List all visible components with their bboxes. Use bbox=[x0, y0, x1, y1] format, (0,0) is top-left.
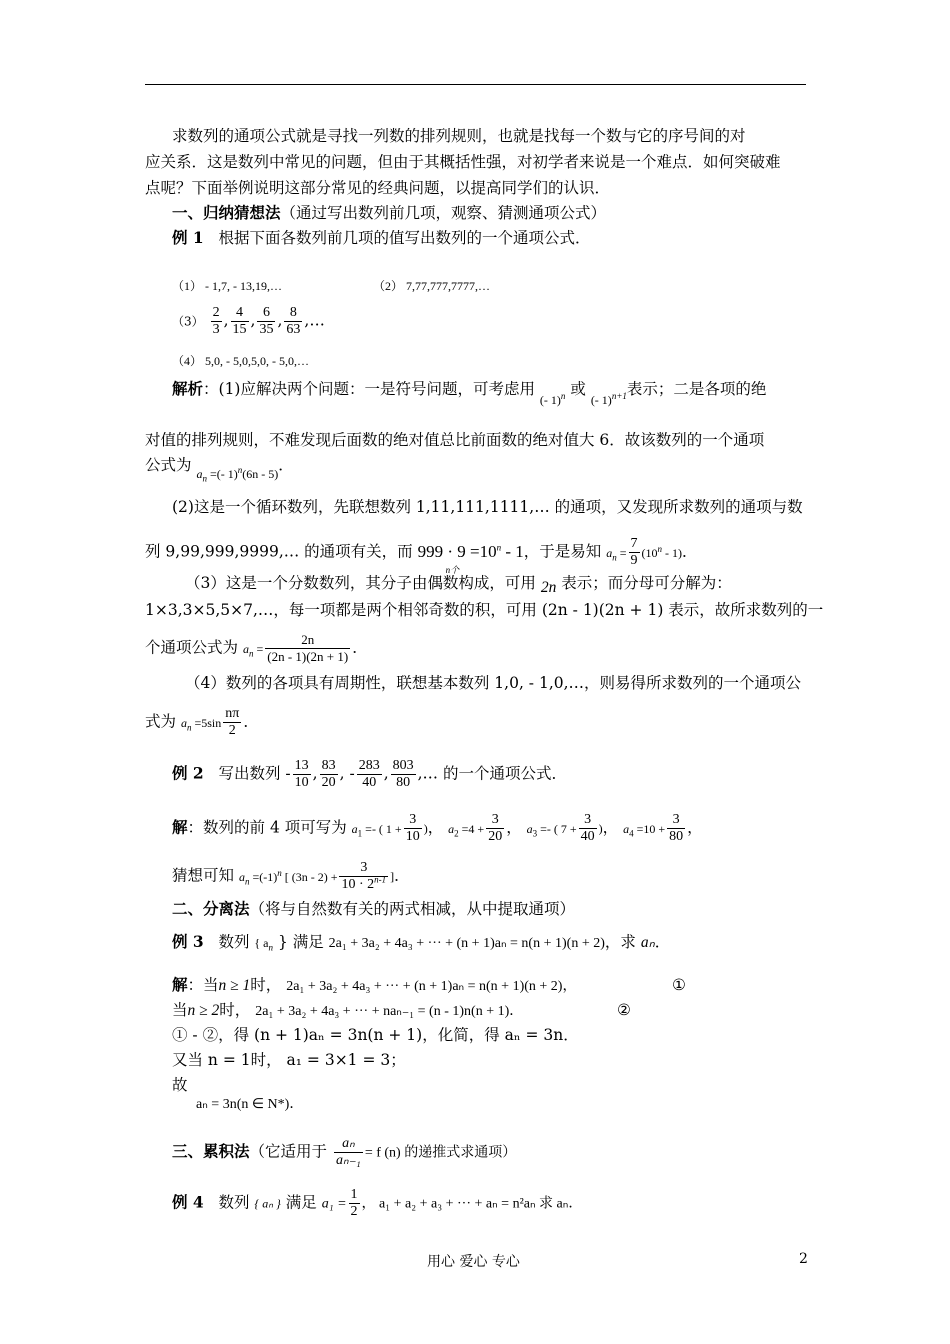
example-2-statement: 例 2 写出数列 - $\frac{13}{10}$ , $\frac{83}{20}$ , - $\frac{283}{40}$ , $\frac{803}{80}$ ,… 的一个通项公式． bbox=[172, 758, 567, 790]
example-1-text: 根据下面各数列前几项的值写出数列的一个通项公式． bbox=[218, 229, 591, 247]
s6-formula: aₙ = 3n(n ∈ N*)． bbox=[196, 1097, 304, 1112]
example-2-solution: 解：数列的前 4 项可写为 $a_1$ =- ( 1 + $\frac{3}{10}$ )， $a_2 =4$ + $\frac{3}{20}$ ， $a_3$ =- ( 7 + $\frac{3}{40}$ )， $a_4 =10$ + $\frac{3}{80}$ ， bbox=[172, 812, 703, 844]
n-count-label: n个 bbox=[445, 564, 460, 575]
example-3-solution-line-6 bbox=[196, 1093, 303, 1115]
frac-a3: $\frac{3}{40}$ bbox=[580, 812, 595, 844]
solution-2-line-2: 列 9,99,999,9999,… 的通项有关，而 $999 \cdot 9 =10^n - 1$ n个 ，于是易知 $a_n$ = $\frac{7}{9}$ (10$^n$ - 1)． bbox=[145, 536, 698, 569]
ex2-fraction: $\frac{83}{20}$ bbox=[321, 758, 336, 790]
solution-3-text-b: 表示；而分母可分解为： bbox=[561, 574, 732, 592]
s2-condition: n ≥ 2 bbox=[187, 1002, 220, 1019]
solution-4-text: 式为 bbox=[145, 712, 177, 731]
s2-text-c: 时， bbox=[219, 1001, 251, 1019]
q3-label: （3） bbox=[172, 314, 204, 329]
term-a4: $a_4 =10$ + bbox=[623, 821, 666, 838]
example-2-solution-text: ：数列的前 4 项可写为 bbox=[187, 818, 347, 837]
solution-3-text-c: 个通项公式为 bbox=[145, 638, 239, 657]
fraction-npi-2: $\frac{n\pi}{2}$ bbox=[225, 706, 240, 738]
example-3-solution-label: 解 bbox=[172, 975, 188, 994]
solution-1-text-b: 表示；二是各项的绝 bbox=[626, 380, 767, 398]
example-2-guess: 猜想可知 $a_n =(-1)^n$ [ (3n - 2) + $\frac{3}{10 \cdot 2^{n-1}}$ ]． bbox=[172, 860, 410, 892]
solution-3-line-2: 1×3,3×5,5×7,…，每一项都是两个相邻奇数的积，可用 (2n - 1)(2n + 1) 表示，故所求数列的一 bbox=[145, 601, 824, 619]
example-3-text-c: ，求 bbox=[604, 933, 636, 951]
example-4-text-b: 满足 bbox=[285, 1193, 317, 1212]
example-3-solution-line-2 bbox=[172, 1000, 523, 1022]
solution-2-line-1: (2)这是一个循环数列，先联想数列 1,11,111,1111,… 的通项，又发现所求数列的通项与数 bbox=[172, 498, 803, 516]
guess-formula: $a_n =(-1)^n$ [ (3n - 2) + bbox=[238, 867, 338, 886]
solution-2-text-b: ，于是易知 bbox=[523, 542, 602, 561]
s2-text-a: 当 bbox=[172, 1001, 188, 1019]
section-3-heading bbox=[172, 1136, 516, 1169]
solution-2-text-a: 列 9,99,999,9999,… 的通项有关，而 bbox=[145, 542, 413, 561]
solution-3-line-3: 个通项公式为 $a_n$ = $\frac{2n}{(2n - 1)(2n + 1)}$ ． bbox=[145, 632, 368, 664]
section-2-note: （将与自然数有关的两式相减，从中提取通项） bbox=[249, 900, 576, 918]
example-1-q3: （3） $\frac{2}{3}$ , $\frac{4}{15}$ , $\frac{6}{35}$ , $\frac{8}{63}$ ,… bbox=[172, 305, 325, 337]
term-a3: $a_3$ =- ( 7 + bbox=[526, 821, 577, 838]
page-number: 2 bbox=[799, 1251, 808, 1267]
example-2-solution-label: 解 bbox=[172, 817, 188, 837]
example-3-solution-line-5: 故 bbox=[172, 1076, 188, 1094]
section-1-note: （通过写出数列前几项，观察、猜测通项公式） bbox=[280, 204, 607, 222]
intro-line-2: 应关系．这是数列中常见的问题，但由于其概括性强，对初学者来说是一个难点．如何突破难 bbox=[145, 153, 781, 171]
or-text: 或 bbox=[570, 380, 586, 398]
header-rule bbox=[145, 84, 806, 85]
example-3-label: 例 3 bbox=[172, 932, 204, 951]
marker-1: ① bbox=[672, 976, 686, 994]
q3-fraction: $\frac{4}{15}$ bbox=[232, 305, 247, 337]
sequence-an: { $a_n$ bbox=[254, 936, 274, 953]
q3-fraction: $\frac{6}{35}$ bbox=[259, 305, 274, 337]
section-3-note-a: （它适用于 bbox=[249, 1142, 328, 1161]
ex2-fraction: $\frac{13}{10}$ bbox=[294, 758, 309, 790]
section-3-fraction: $\frac{\text{aₙ}}{\text{aₙ₋₁}}$ bbox=[335, 1136, 361, 1168]
s1-condition: n ≥ 1 bbox=[218, 977, 251, 994]
example-1-label: 例 1 bbox=[172, 228, 204, 247]
power-1: (- 1)n bbox=[539, 391, 566, 407]
term-a1: $a_1$ =- ( 1 + bbox=[351, 821, 402, 838]
example-4-label: 例 4 bbox=[172, 1192, 204, 1212]
frac-a4: $\frac{3}{80}$ bbox=[669, 812, 684, 844]
example-4-equation: ， a₁ + a₂ + a₃ + ··· + aₙ = n²aₙ 求 aₙ． bbox=[361, 1196, 583, 1212]
example-3-text-a: 数列 bbox=[218, 933, 250, 951]
guess-bracket: ] bbox=[390, 869, 395, 884]
solution-1-line-2: 对值的排列规则，不难发现后面数的绝对值总比前面数的绝对值大 6．故该数列的一个通项 bbox=[145, 431, 765, 449]
solution-1-line-3: 公式为 $_{a_n =(- 1)^n(6n - 5)}$． bbox=[145, 456, 294, 484]
solution-3-line-1 bbox=[185, 573, 732, 594]
s1-text-c: 时， bbox=[250, 976, 282, 994]
s1-equation: 2a₁ + 3a₂ + 4a₃ + ··· + (n + 1)aₙ = n(n + 1)(n + 2)， bbox=[286, 979, 577, 994]
frac-a1: $\frac{3}{10}$ bbox=[405, 812, 420, 844]
solution-1-text-a: ：(1)应解决两个问题：一是符号问题，可考虑用 bbox=[203, 380, 535, 398]
section-3-title: 三、累积法 bbox=[172, 1141, 250, 1161]
example-3-text-b: } 满足 bbox=[273, 933, 324, 951]
formula-label: 公式为 bbox=[145, 456, 192, 474]
q4-text: （4） 5,0, - 5,0,5,0, - 5,0,… bbox=[172, 354, 309, 368]
nines-expression: $999 \cdot 9 =10^n - 1$ n个 bbox=[418, 542, 524, 562]
section-1-heading bbox=[172, 203, 606, 223]
two-n: 2n bbox=[540, 579, 557, 596]
example-3-solution-line-4: 又当 n = 1时， a₁ = 3×1 = 3； bbox=[172, 1051, 406, 1069]
power-2: (- 1)n+1 bbox=[590, 391, 627, 407]
formula-1: an =(- 1)n(6n - 5) bbox=[196, 465, 279, 484]
ex2-fraction: $\frac{283}{40}$ bbox=[358, 758, 380, 790]
guess-fraction: $\frac{3}{10 \cdot 2^{n-1}}$ bbox=[341, 860, 387, 892]
section-2-heading bbox=[172, 899, 575, 919]
example-1-q1 bbox=[172, 275, 282, 296]
example-4-sequence: { aₙ } bbox=[254, 1196, 281, 1211]
formula-4: $a_n =5\sin$ bbox=[180, 715, 222, 732]
example-4-a1: a₁ = bbox=[321, 1196, 347, 1212]
q3-fraction: $\frac{8}{63}$ bbox=[286, 305, 301, 337]
example-3-solution-line-1 bbox=[172, 975, 576, 997]
example-3-target: aₙ bbox=[640, 934, 655, 951]
q2-text: （2） 7,77,777,7777,… bbox=[373, 279, 491, 293]
example-3-statement: 例 3 数列 { $a_n$ } 满足 2a₁ + 3a₂ + 4a₃ + ··· + (n + 1)aₙ = n(n + 1)(n + 2)，求 aₙ． bbox=[172, 932, 671, 953]
solution-4-line-2: 式为 $a_n =5\sin$ $\frac{n\pi}{2}$ ． bbox=[145, 706, 259, 738]
example-2-text: 写出数列 bbox=[218, 764, 281, 783]
q1-text: （1） - 1,7, - 13,19,… bbox=[172, 279, 282, 293]
example-4-text-a: 数列 bbox=[218, 1193, 250, 1212]
s2-equation: 2a₁ + 3a₂ + 4a₃ + ··· + naₙ₋₁ = (n - 1)n(n + 1)． bbox=[255, 1004, 524, 1019]
example-2-tail: 的一个通项公式． bbox=[442, 764, 567, 783]
fraction-7-9: $\frac{7}{9}$ bbox=[630, 536, 638, 568]
section-3-note-b: = f (n) 的递推式求通项） bbox=[364, 1145, 517, 1161]
intro-line-3: 点呢？下面举例说明这部分常见的经典问题，以提高同学们的认识． bbox=[145, 179, 611, 197]
example-1-q2 bbox=[373, 275, 490, 296]
example-3-solution-line-3: ① - ②，得 (n + 1)aₙ = 3n(n + 1)，化简，得 aₙ = 3n． bbox=[172, 1026, 579, 1044]
q3-fraction: $\frac{2}{3}$ bbox=[212, 305, 220, 337]
solution-3-text-a: （3）这是一个分数数列，其分子由偶数构成，可用 bbox=[185, 574, 536, 592]
formula-2-tail: (10$^n$ - 1) bbox=[641, 543, 683, 560]
example-1-statement bbox=[172, 228, 590, 248]
term-a2: $a_2 =4$ + bbox=[448, 821, 485, 838]
example-3-equation: 2a₁ + 3a₂ + 4a₃ + ··· + (n + 1)aₙ = n(n + 1)(n + 2) bbox=[328, 936, 605, 951]
s1-text-a: ：当 bbox=[187, 976, 219, 994]
example-4-fraction: $\frac{1}{2}$ bbox=[350, 1187, 358, 1219]
fraction-formula-3: $\frac{2n}{(2n - 1)(2n + 1)}$ bbox=[267, 632, 349, 664]
section-2-title: 二、分离法 bbox=[172, 899, 250, 918]
solution-1-label: 解析 bbox=[172, 379, 204, 398]
solution-4-line-1: （4）数列的各项具有周期性，联想基本数列 1,0, - 1,0,…，则易得所求数列的一个通项公 bbox=[185, 674, 802, 692]
ex2-fraction: $\frac{803}{80}$ bbox=[392, 758, 414, 790]
solution-1-line-1 bbox=[172, 379, 767, 407]
example-1-q4 bbox=[172, 350, 309, 371]
footer-center-text: 用心 爱心 专心 bbox=[427, 1254, 520, 1270]
formula-2: $a_n$ = bbox=[606, 545, 627, 562]
guess-text: 猜想可知 bbox=[172, 866, 235, 885]
example-4-statement bbox=[172, 1187, 582, 1220]
section-1-title: 一、归纳猜想法 bbox=[172, 203, 281, 222]
formula-3: $a_n$ = bbox=[242, 641, 264, 658]
marker-2: ② bbox=[617, 1001, 631, 1019]
example-2-label: 例 2 bbox=[172, 763, 204, 783]
frac-a2: $\frac{3}{20}$ bbox=[488, 812, 503, 844]
intro-line-1: 求数列的通项公式就是寻找一列数的排列规则，也就是找每一个数与它的序号间的对 bbox=[172, 127, 746, 145]
